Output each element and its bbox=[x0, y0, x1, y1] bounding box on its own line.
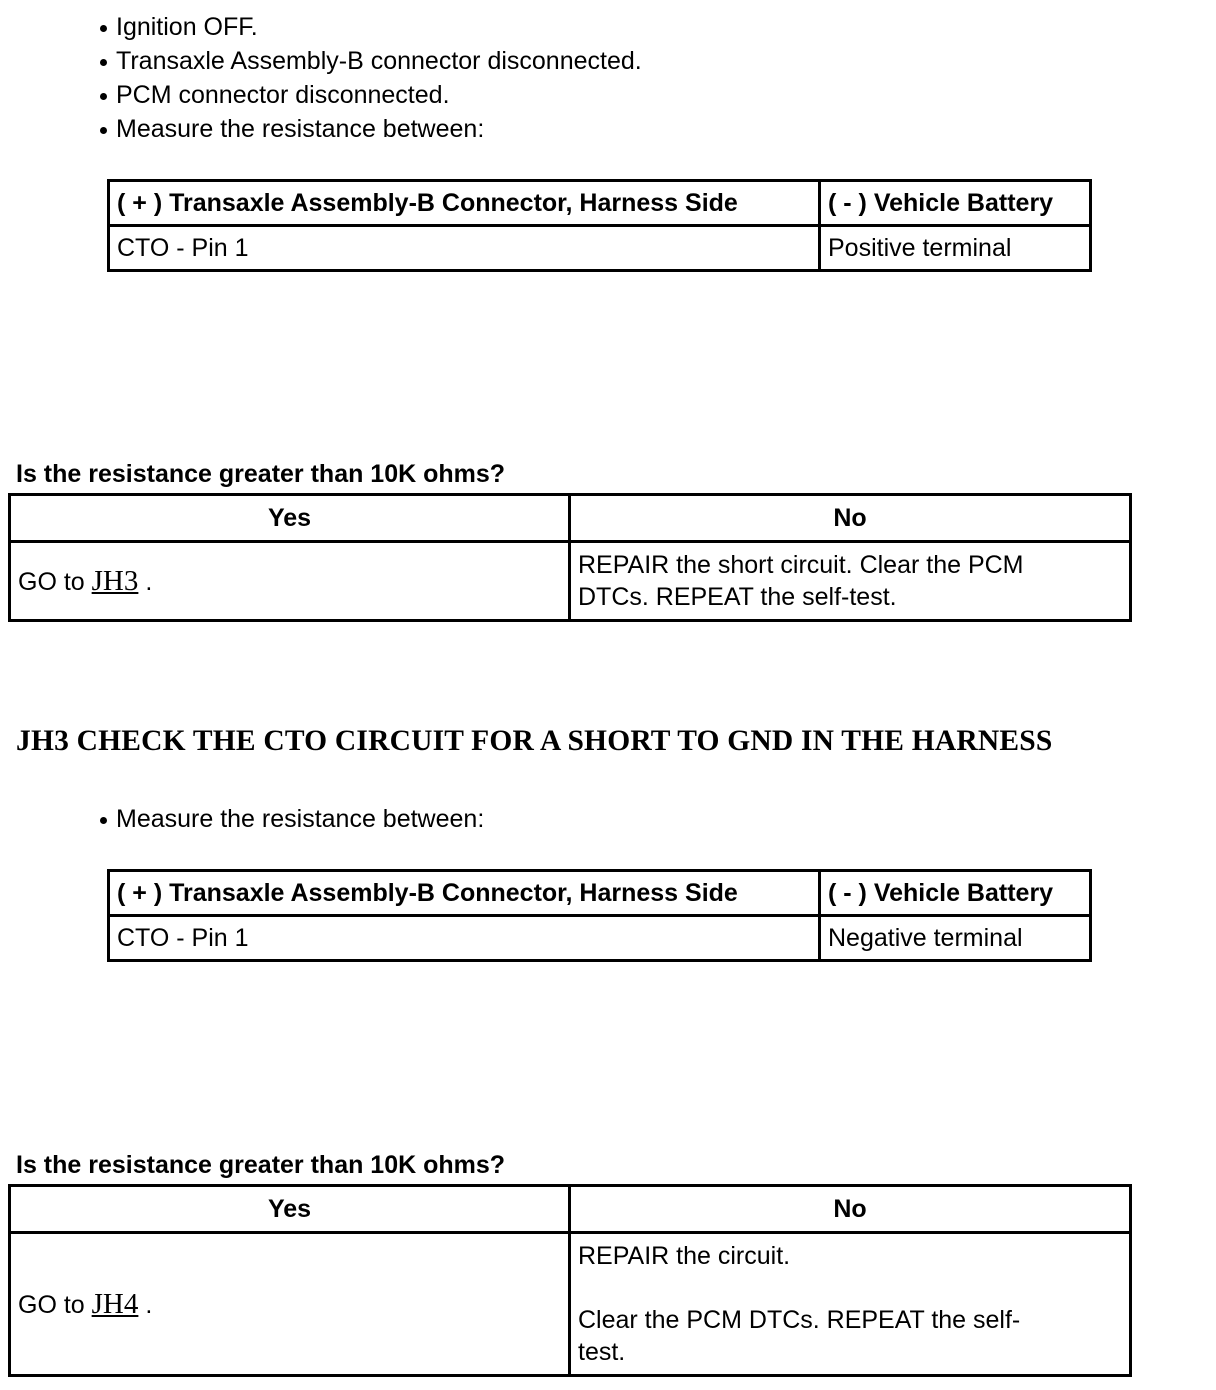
yes-cell bbox=[10, 1233, 570, 1376]
yes-cell bbox=[10, 542, 570, 621]
step-item: Transaxle Assembly-B connector disconnected. bbox=[98, 44, 642, 78]
no-cell bbox=[570, 1233, 1131, 1376]
measure-header-negative: ( - ) Vehicle Battery bbox=[820, 181, 1091, 226]
jh2-answer-table bbox=[8, 493, 1132, 622]
jh2-step-list bbox=[98, 10, 642, 146]
yes-header: Yes bbox=[10, 1186, 570, 1233]
jh3-answer-table bbox=[8, 1184, 1132, 1377]
no-text-line: REPAIR the short circuit. Clear the PCM bbox=[578, 551, 1024, 579]
no-header: No bbox=[570, 1186, 1131, 1233]
jh2-question: Is the resistance greater than 10K ohms? bbox=[16, 460, 506, 488]
no-text-spacer bbox=[578, 1272, 1122, 1304]
yes-suffix: . bbox=[145, 567, 153, 596]
jh3-question: Is the resistance greater than 10K ohms? bbox=[16, 1151, 506, 1179]
no-text-line: DTCs. REPEAT the self-test. bbox=[578, 583, 897, 611]
step-item: Measure the resistance between: bbox=[98, 112, 642, 146]
no-cell bbox=[570, 542, 1131, 621]
measure-header-positive: ( + ) Transaxle Assembly-B Connector, Harness Side bbox=[109, 181, 820, 226]
yes-header: Yes bbox=[10, 495, 570, 542]
no-text-line: test. bbox=[578, 1338, 626, 1366]
step-item: PCM connector disconnected. bbox=[98, 78, 642, 112]
jh4-link[interactable]: JH4 bbox=[91, 1287, 139, 1320]
measure-cell-positive: CTO - Pin 1 bbox=[109, 916, 820, 961]
jh3-measure-table bbox=[107, 869, 1092, 962]
no-text-line: Clear the PCM DTCs. REPEAT the self- bbox=[578, 1306, 1021, 1334]
measure-cell-positive: CTO - Pin 1 bbox=[109, 226, 820, 271]
measure-cell-negative: Negative terminal bbox=[820, 916, 1091, 961]
jh3-link[interactable]: JH3 bbox=[91, 564, 139, 597]
measure-header-negative: ( - ) Vehicle Battery bbox=[820, 871, 1091, 916]
jh3-heading: JH3 CHECK THE CTO CIRCUIT FOR A SHORT TO GND IN THE HARNESS bbox=[16, 725, 1053, 757]
yes-suffix: . bbox=[145, 1290, 153, 1319]
step-item: Measure the resistance between: bbox=[98, 802, 484, 836]
jh3-step-list bbox=[98, 802, 484, 836]
step-item: Ignition OFF. bbox=[98, 10, 642, 44]
yes-prefix: GO to bbox=[18, 1290, 85, 1319]
yes-prefix: GO to bbox=[18, 567, 85, 596]
no-text-line: REPAIR the circuit. bbox=[578, 1242, 791, 1270]
measure-cell-negative: Positive terminal bbox=[820, 226, 1091, 271]
measure-header-positive: ( + ) Transaxle Assembly-B Connector, Harness Side bbox=[109, 871, 820, 916]
jh2-measure-table bbox=[107, 179, 1092, 272]
no-header: No bbox=[570, 495, 1131, 542]
